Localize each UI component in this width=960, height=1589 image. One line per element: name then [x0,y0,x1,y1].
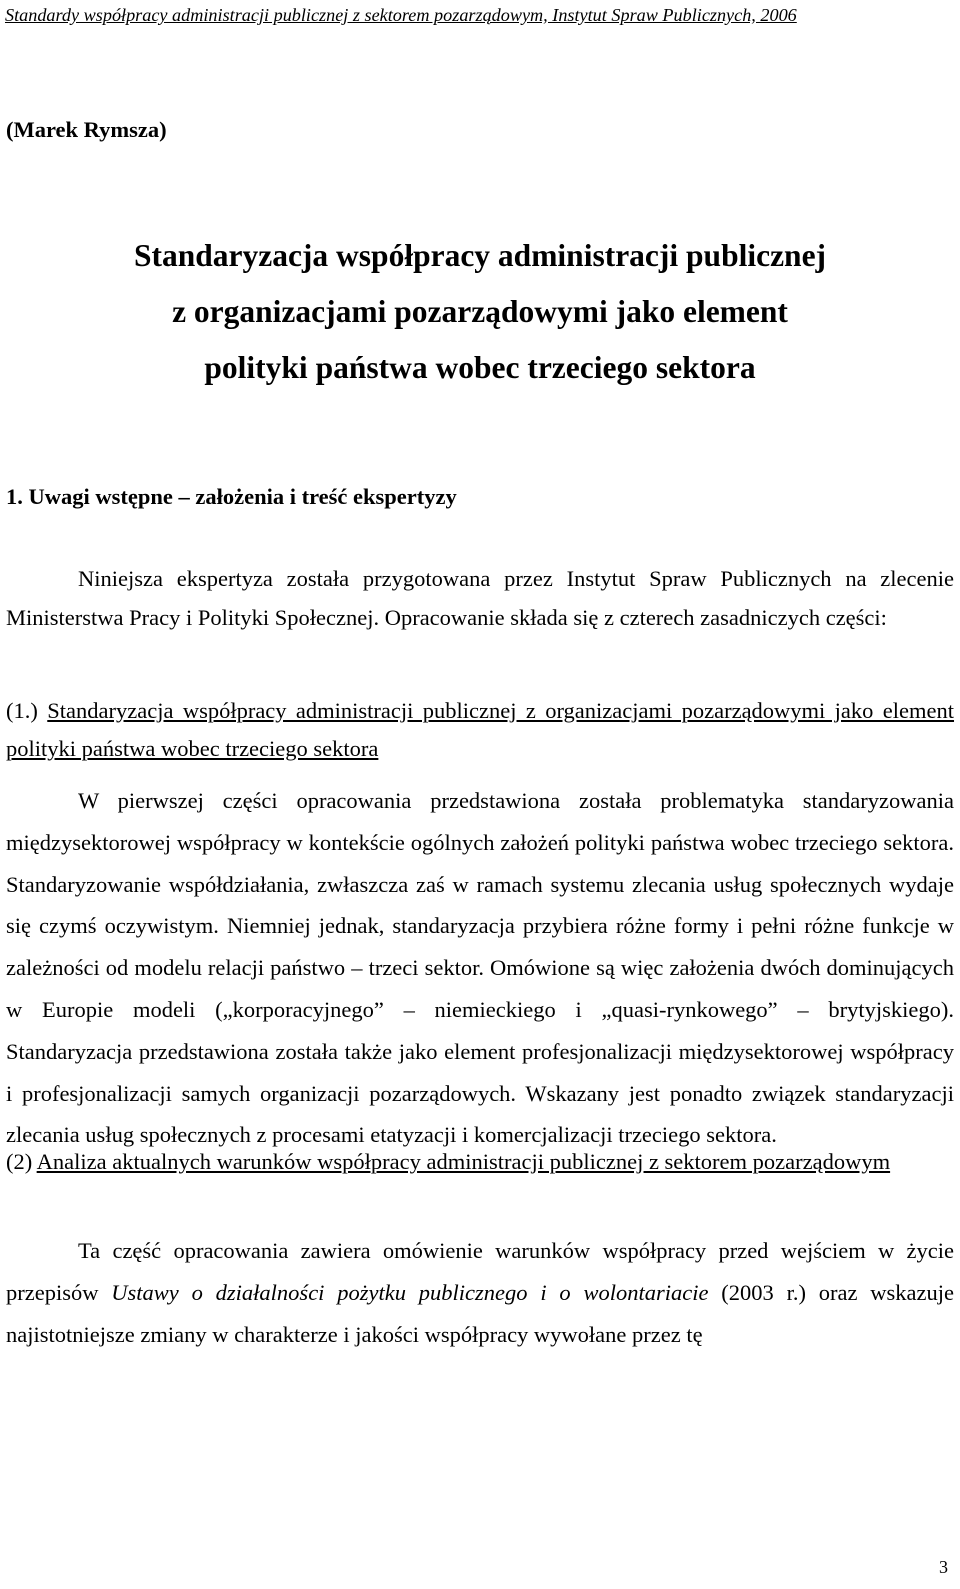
section-heading: 1. Uwagi wstępne – założenia i treść ekspertyzy [6,484,457,509]
act-title: Ustawy o działalności pożytku publicznego i o wolontariacie [111,1279,709,1305]
part1-heading-paragraph [6,692,954,768]
part2-title: Analiza aktualnych warunków współpracy administracji publicznej z sektorem pozarządowym [36,1149,891,1174]
part2-description-after: (2003 r.) oraz wskazuje najistotniejsze zmiany w charakterze i jakości współpracy wywołane przez tę [6,1279,954,1347]
part2-description-block [6,1230,954,1355]
part2-heading [6,1143,954,1181]
part2-description [6,1230,954,1355]
header-text: Standardy współpracy administracji publicznej z sektorem pozarządowym, Instytut Spraw Publicznych, 2006 [5,5,797,25]
part2-heading-paragraph [6,1143,954,1181]
part1-title: Standaryzacja współpracy administracji publicznej z organizacjami pozarządowymi jako element polityki państwa wobec trzeciego sektora [6,698,955,761]
intro-paragraph: Niniejsza ekspertyza została przygotowana przez Instytut Spraw Publicznych na zlecenie Ministerstwa Pracy i Polityki Społecznej. Opracowanie składa się z czterech zasadniczych części: [6,566,954,630]
part2-description-before: Ta część opracowania zawiera omówienie warunków współpracy przed wejściem w życie przepisów [6,1238,954,1305]
part1-heading [6,692,954,768]
document-title [0,228,960,396]
part1-description: W pierwszej części opracowania przedstawiona została problematyka standaryzowania międzysektorowej współpracy w kontekście ogólnych założeń polityki państwa wobec trzeciego sektora. Standaryzowanie współdziałania, zwłaszcza zaś w ramach systemu zlecania usług społecznych wydaje się czymś oczywistym. Niemniej jednak, standaryzacja przybiera różne formy i pełni różne funkcje w zależności od modelu relacji państwo – trzeci sektor. Omówione są więc założenia dwóch dominujących w Europie modeli („korporacyjnego” – niemieckiego i „quasi-rynkowego” – brytyjskiego). Standaryzacja przedstawiona została także jako element profesjonalizacji międzysektorowej współpracy i profesjonalizacji samych organizacji pozarządowych. Wskazany jest ponadto związek standaryzacji zlecania usług społecznych z procesami etatyzacji i komercjalizacji trzeciego sektora. [6,788,954,1148]
title-line-2: z organizacjami pozarządowymi jako element [172,294,788,329]
title-line-3: polityki państwa wobec trzeciego sektora [204,350,756,385]
author-name: (Marek Rymsza) [6,117,167,142]
intro-block [6,560,954,637]
running-header [0,0,960,30]
part2-number: (2) [6,1149,33,1174]
title-line-1: Standaryzacja współpracy administracji publicznej [133,238,827,273]
part1-description-block [6,780,954,1156]
part1-number: (1.) [6,698,38,723]
page-number: 3 [939,1557,948,1577]
